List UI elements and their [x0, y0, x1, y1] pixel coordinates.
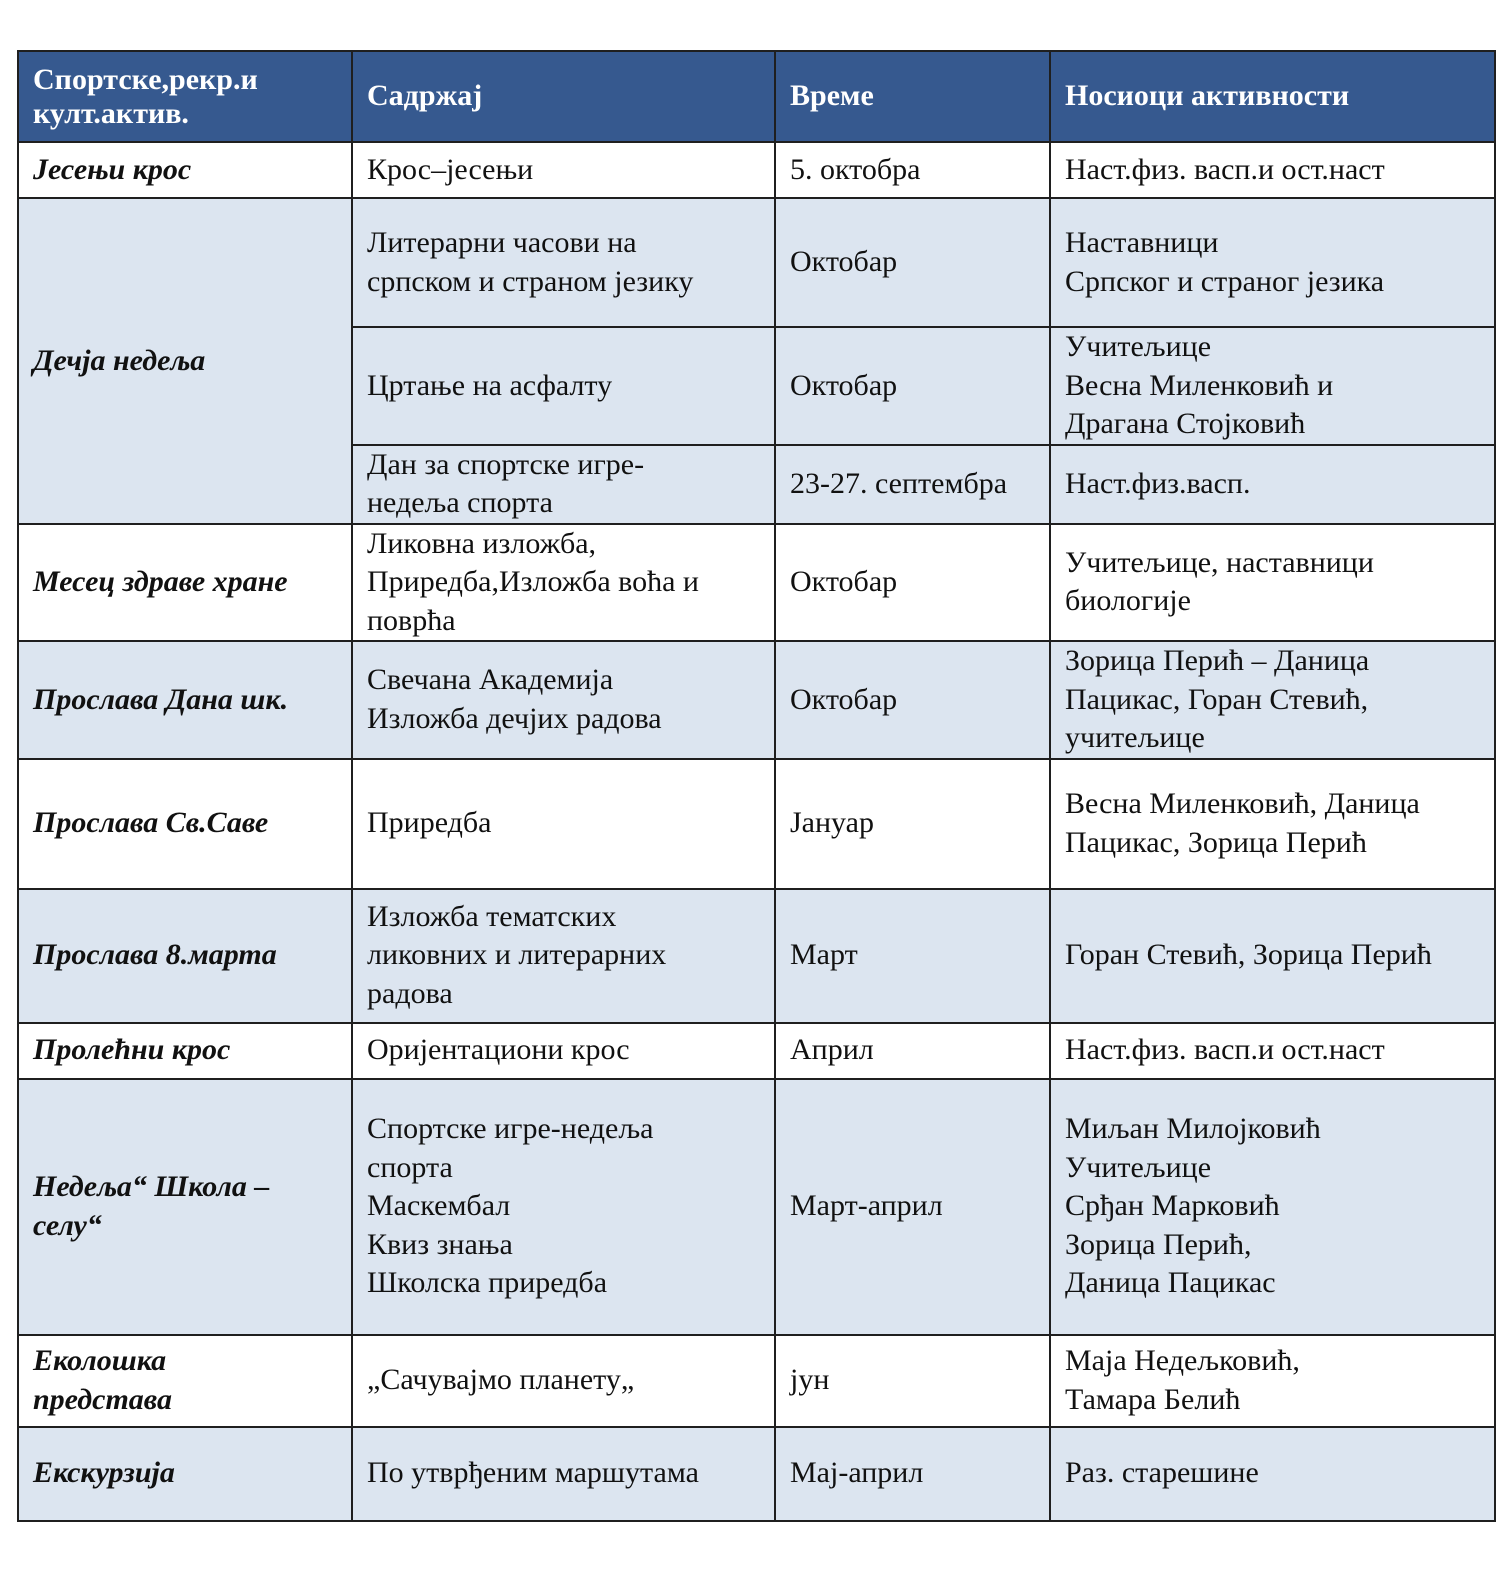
- time-cell: Мај-април: [775, 1427, 1050, 1521]
- content-cell: Спортске игре-недеља спорта Маскембал Квиз знања Школска приредба: [352, 1079, 775, 1335]
- time-cell: 23-27. септембра: [775, 445, 1050, 524]
- holders-cell: Наст.физ. васп.и ост.наст: [1050, 1023, 1495, 1079]
- content-cell: По утврђеним маршутама: [352, 1427, 775, 1521]
- time-cell: Октобар: [775, 524, 1050, 642]
- activity-cell: Прослава 8.марта: [18, 889, 352, 1023]
- header-activity: Спортске,рекр.и култ.актив.: [18, 51, 352, 142]
- activity-cell: Дечја недеља: [18, 198, 352, 524]
- activity-cell: Прослава Св.Саве: [18, 759, 352, 889]
- table-row: [18, 1335, 1495, 1427]
- activities-table: [17, 50, 1496, 1522]
- time-cell: Април: [775, 1023, 1050, 1079]
- table-row: [18, 524, 1495, 642]
- content-cell: Свечана Академија Изложба дечјих радова: [352, 641, 775, 759]
- header-holders: Носиоци активности: [1050, 51, 1495, 142]
- time-cell: Март: [775, 889, 1050, 1023]
- table-row: [18, 198, 1495, 327]
- content-cell: Изложба тематских ликовних и литерарних радова: [352, 889, 775, 1023]
- holders-cell: Учитељице, наставници биологије: [1050, 524, 1495, 642]
- holders-cell: Зорица Перић – Даница Пацикас, Горан Стевић, учитељице: [1050, 641, 1495, 759]
- time-cell: јун: [775, 1335, 1050, 1427]
- time-cell: Октобар: [775, 641, 1050, 759]
- content-cell: Приредба: [352, 759, 775, 889]
- content-cell: Цртање на асфалту: [352, 327, 775, 445]
- content-cell: „Сачувајмо планету„: [352, 1335, 775, 1427]
- time-cell: Март-април: [775, 1079, 1050, 1335]
- table-row: [18, 1427, 1495, 1521]
- time-cell: Октобар: [775, 198, 1050, 327]
- header-row: [18, 51, 1495, 142]
- holders-cell: Наст.физ.васп.: [1050, 445, 1495, 524]
- table-row: [18, 641, 1495, 759]
- header-time: Време: [775, 51, 1050, 142]
- activity-cell: Пролећни крос: [18, 1023, 352, 1079]
- activity-cell: Недеља“ Школа – селу“: [18, 1079, 352, 1335]
- holders-cell: Миљан Милојковић Учитељице Срђан Марковић Зорица Перић, Даница Пацикас: [1050, 1079, 1495, 1335]
- holders-cell: Маја Недељковић, Тамара Белић: [1050, 1335, 1495, 1427]
- table-row: [18, 889, 1495, 1023]
- time-cell: Октобар: [775, 327, 1050, 445]
- holders-cell: Горан Стевић, Зорица Перић: [1050, 889, 1495, 1023]
- activity-cell: Месец здраве хране: [18, 524, 352, 642]
- table-row: [18, 759, 1495, 889]
- holders-cell: Наставници Српског и страног језика: [1050, 198, 1495, 327]
- holders-cell: Раз. старешине: [1050, 1427, 1495, 1521]
- content-cell: Оријентациони крос: [352, 1023, 775, 1079]
- table-row: [18, 1023, 1495, 1079]
- holders-cell: Весна Миленковић, Даница Пацикас, Зорица Перић: [1050, 759, 1495, 889]
- content-cell: Крос–јесењи: [352, 142, 775, 198]
- content-cell: Дан за спортске игре- недеља спорта: [352, 445, 775, 524]
- activity-cell: Прослава Дана шк.: [18, 641, 352, 759]
- activity-cell: Јесењи крос: [18, 142, 352, 198]
- table-row: [18, 142, 1495, 198]
- activity-cell: Екскурзија: [18, 1427, 352, 1521]
- content-cell: Ликовна изложба, Приредба,Изложба воћа и поврћа: [352, 524, 775, 642]
- holders-cell: Учитељице Весна Миленковић и Драгана Стојковић: [1050, 327, 1495, 445]
- activity-cell: Еколошка представа: [18, 1335, 352, 1427]
- holders-cell: Наст.физ. васп.и ост.наст: [1050, 142, 1495, 198]
- time-cell: Јануар: [775, 759, 1050, 889]
- content-cell: Литерарни часови на српском и страном језику: [352, 198, 775, 327]
- header-content: Садржај: [352, 51, 775, 142]
- table-row: [18, 1079, 1495, 1335]
- time-cell: 5. октобра: [775, 142, 1050, 198]
